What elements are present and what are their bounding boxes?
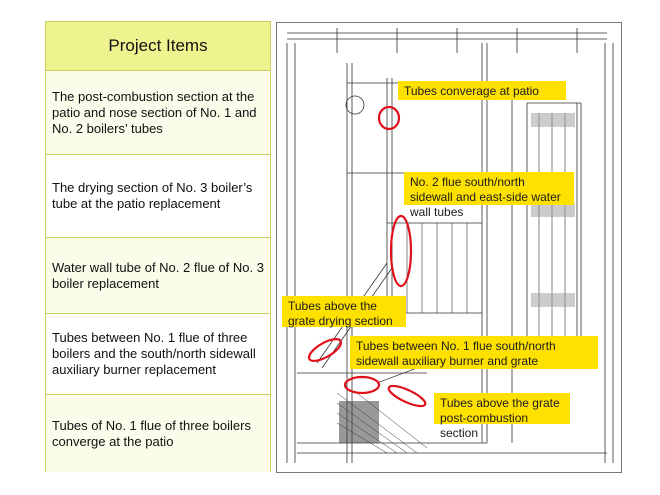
highlight-ellipse: [379, 107, 399, 129]
table-row: The drying section of No. 3 boiler’s tube at the patio replacement: [46, 155, 270, 238]
highlight-ellipse: [391, 216, 411, 286]
grate-block: [339, 401, 379, 443]
table-header: Project Items: [46, 22, 270, 71]
callout-drying-section: Tubes above the grate drying section: [282, 296, 406, 327]
highlight-ellipse: [386, 382, 427, 410]
callout-no2-flue: No. 2 flue south/north sidewall and east-side water wall tubes: [404, 172, 574, 205]
table-row: The post-combustion section at the patio and nose section of No. 1 and No. 2 boilers’ tubes: [46, 71, 270, 155]
table-row: Tubes between No. 1 flue of three boilers and the south/north sidewall auxiliary burner replacement: [46, 314, 270, 395]
callout-post-combustion: Tubes above the grate post-combustion section: [434, 393, 570, 424]
callout-tubes-converge: Tubes converage at patio: [398, 81, 566, 100]
table-row: Tubes of No. 1 flue of three boilers converge at the patio: [46, 395, 270, 472]
callout-auxiliary-burner: Tubes between No. 1 flue south/north sidewall auxiliary burner and grate: [350, 336, 598, 369]
project-items-table: [45, 21, 271, 472]
highlight-ellipse: [306, 335, 344, 365]
highlight-ellipse: [345, 377, 379, 393]
table-row: Water wall tube of No. 2 flue of No. 3 boiler replacement: [46, 238, 270, 314]
